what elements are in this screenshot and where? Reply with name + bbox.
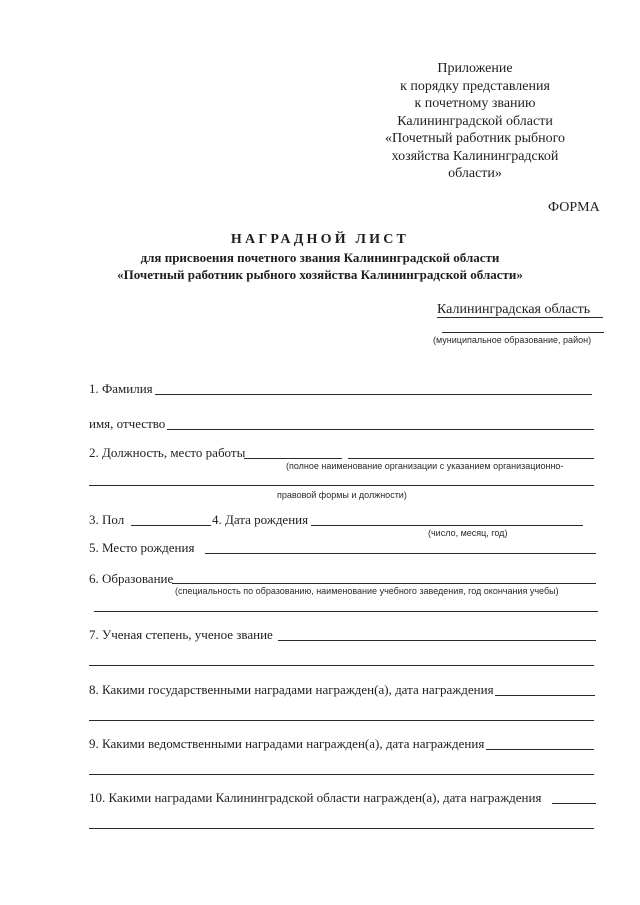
appendix-line: «Почетный работник рыбного xyxy=(385,131,565,146)
region-value-underline xyxy=(437,317,603,318)
appendix-line: хозяйства Калининградской xyxy=(391,148,559,164)
form-label: ФОРМА xyxy=(548,200,600,215)
birth-date-caption: (число, месяц, год) xyxy=(428,528,508,538)
position-line-2[interactable] xyxy=(348,458,594,459)
document-award-name: «Почетный работник рыбного хозяйства Калининградской области» xyxy=(117,267,523,282)
appendix-line: области» xyxy=(448,166,502,181)
sex-label: 3. Пол xyxy=(89,512,125,527)
education-line-2[interactable] xyxy=(94,611,598,612)
position-caption-1: (полное наименование организации с указанием организационно- xyxy=(286,461,564,471)
regional-awards-label: 10. Какими наградами Калининградской области награжден(а), дата награждения xyxy=(89,790,542,805)
region-line[interactable] xyxy=(442,332,604,333)
state-awards-line-2[interactable] xyxy=(89,720,594,721)
name-patronymic-label: имя, отчество xyxy=(89,416,166,431)
appendix-block xyxy=(330,60,620,183)
state-awards-label: 8. Какими государственными наградами награжден(а), дата награждения xyxy=(89,682,494,697)
document-subtitle: для присвоения почетного звания Калининградской области xyxy=(140,250,500,265)
departmental-awards-label: 9. Какими ведомственными наградами награжден(а), дата награждения xyxy=(89,736,485,751)
state-awards-line-1[interactable] xyxy=(495,695,595,696)
name-patronymic-line[interactable] xyxy=(167,429,594,430)
appendix-line: Приложение xyxy=(437,61,513,76)
position-caption-2: правовой формы и должности) xyxy=(277,490,407,500)
surname-line[interactable] xyxy=(155,394,592,395)
degree-label: 7. Ученая степень, ученое звание xyxy=(89,627,273,642)
departmental-awards-line-2[interactable] xyxy=(89,774,594,775)
birth-date-line[interactable] xyxy=(311,525,583,526)
departmental-awards-line-1[interactable] xyxy=(486,749,594,750)
appendix-line: к порядку представления xyxy=(400,78,550,94)
birth-date-label: 4. Дата рождения xyxy=(212,512,309,527)
birth-place-line[interactable] xyxy=(205,553,596,554)
position-label: 2. Должность, место работы xyxy=(89,445,246,460)
surname-label: 1. Фамилия xyxy=(89,381,153,396)
degree-line-2[interactable] xyxy=(89,665,594,666)
education-caption: (специальность по образованию, наименование учебного заведения, год окончания учебы) xyxy=(175,586,559,596)
appendix-line: к почетному званию xyxy=(414,96,536,111)
region-caption: (муниципальное образование, район) xyxy=(433,335,592,345)
sex-line[interactable] xyxy=(131,525,211,526)
appendix-line: Калининградской области xyxy=(397,113,553,129)
regional-awards-line-2[interactable] xyxy=(89,828,594,829)
document-title: НАГРАДНОЙ ЛИСТ xyxy=(230,232,410,247)
regional-awards-line-1[interactable] xyxy=(552,803,596,804)
degree-line-1[interactable] xyxy=(278,640,596,641)
education-label: 6. Образование xyxy=(89,571,174,586)
region-value: Калининградская область xyxy=(437,302,591,317)
position-line-1[interactable] xyxy=(244,458,342,459)
position-line-3[interactable] xyxy=(89,485,594,486)
birth-place-label: 5. Место рождения xyxy=(89,540,195,555)
education-line-1[interactable] xyxy=(172,583,596,584)
